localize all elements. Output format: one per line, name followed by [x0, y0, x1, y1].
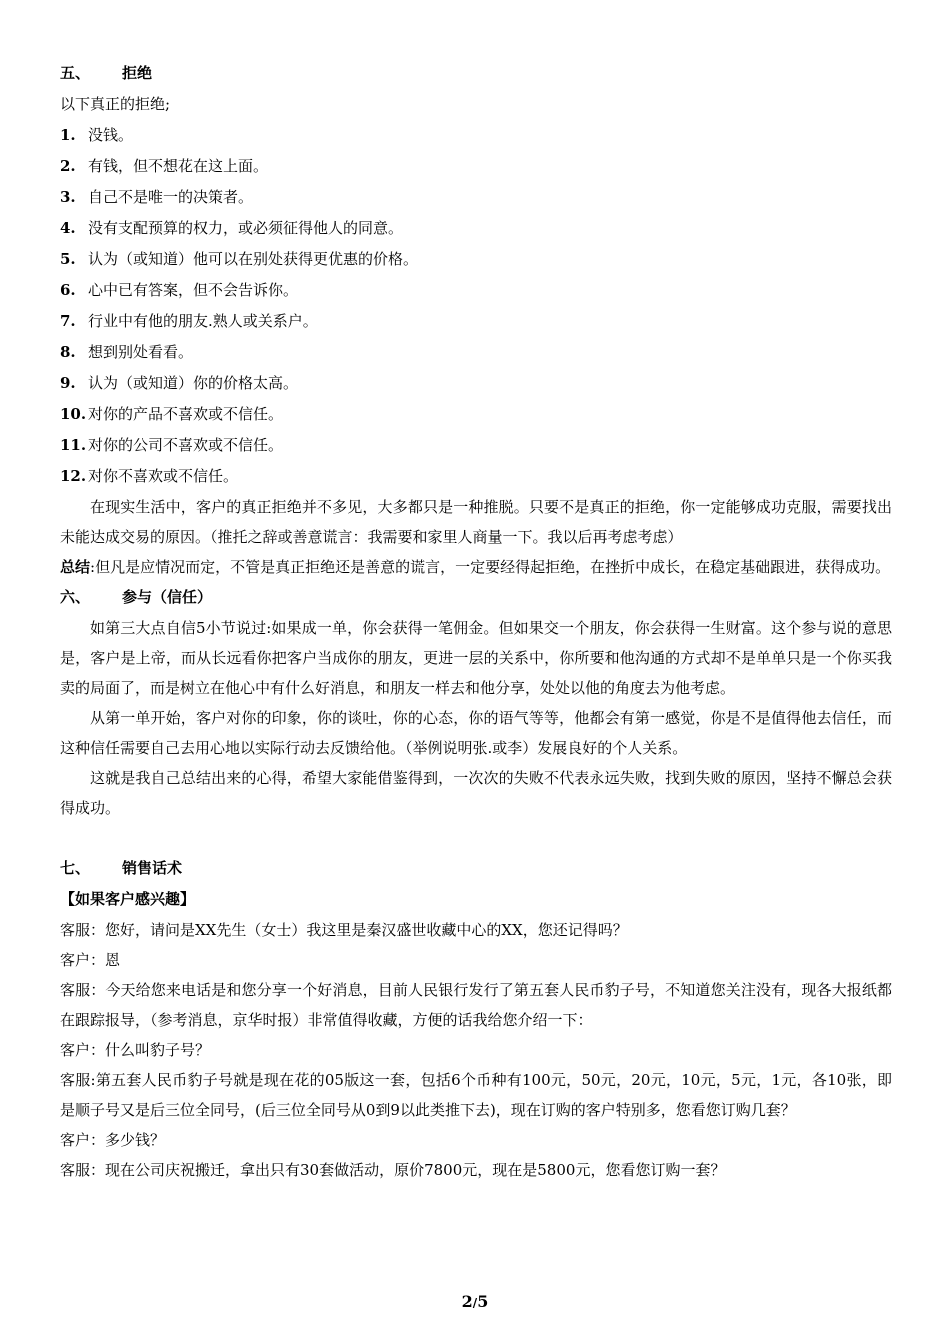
- list-item: [60, 182, 892, 213]
- paragraph: 如第三大点自信5小节说过:如果成一单，你会获得一笔佣金。但如果交一个朋友，你会获得一生财富。这个参与说的意思是，客户是上帝，而从长远看你把客户当成你的朋友，更进一层的关系中，你所要和他沟通的方式却不是单单只是一个你买我卖的局面了，而是树立在他心中有什么好消息，和朋友一样去和他分享，处处以他的角度去为他考虑。: [60, 619, 892, 697]
- list-text: 认为（或知道）你的价格太高。: [88, 374, 299, 392]
- current-page: 2: [461, 1292, 473, 1311]
- list-text: 没钱。: [88, 126, 134, 144]
- section-number: 七、: [60, 859, 91, 877]
- paragraph: 从第一单开始，客户对你的印象，你的谈吐，你的心态，你的语气等等，他都会有第一感觉，你是不是值得他去信任，而这种信任需要自己去用心地以实际行动去反馈给他。（举例说明张.或李）发展良好的个人关系。: [60, 709, 892, 757]
- list-number: 9.: [60, 374, 76, 392]
- list-item: [60, 337, 892, 368]
- paragraph: 这就是我自己总结出来的心得，希望大家能借鉴得到，一次次的失败不代表永远失败，找到失败的原因，坚持不懈总会获得成功。: [60, 769, 892, 817]
- summary-paragraph: [60, 552, 892, 582]
- dialog-line: 客服：您好，请问是XX先生（女士）我这里是秦汉盛世收藏中心的XX，您还记得吗？: [60, 921, 628, 939]
- list-item: [60, 120, 892, 151]
- list-item: [60, 368, 892, 399]
- section-number: 六、: [60, 588, 91, 606]
- summary-label: 总结: [60, 558, 91, 576]
- section-7-subtitle: 【如果客户感兴趣】: [60, 890, 196, 908]
- list-text: 对你的产品不喜欢或不信任。: [88, 405, 284, 423]
- spacer: [60, 823, 892, 853]
- list-number: 10.: [60, 405, 87, 423]
- list-item: [60, 430, 892, 461]
- list-text: 心中已有答案，但不会告诉你。: [88, 281, 299, 299]
- page-separator: /: [472, 1296, 478, 1310]
- list-item: [60, 213, 892, 244]
- total-pages: 5: [477, 1292, 489, 1311]
- list-number: 5.: [60, 250, 76, 268]
- list-item: [60, 461, 892, 492]
- list-text: 对你的公司不喜欢或不信任。: [88, 436, 284, 454]
- dialog-line: 客户：恩: [60, 951, 121, 969]
- dialog-line: 客户：多少钱？: [60, 1131, 166, 1149]
- dialog-line: 客服:第五套人民币豹子号就是现在花的05版这一套，包括6个币种有100元，50元，20元，10元，5元，1元，各10张，即是顺子号又是后三位全同号，(后三位全同号从0到9以此类推下去)，现在订购的客户特别多，您看您订购几套？: [60, 1071, 892, 1119]
- section-7-heading: [60, 853, 892, 884]
- list-number: 6.: [60, 281, 76, 299]
- section-title: 销售话术: [122, 859, 183, 877]
- section-title: 拒绝: [122, 64, 153, 82]
- section-5-intro: 以下真正的拒绝;: [60, 95, 171, 113]
- list-number: 7.: [60, 312, 76, 330]
- list-text: 行业中有他的朋友.熟人或关系户。: [88, 312, 318, 330]
- section-title: 参与（信任）: [122, 588, 213, 606]
- list-item: [60, 275, 892, 306]
- list-number: 1.: [60, 126, 76, 144]
- paragraph: 在现实生活中，客户的真正拒绝并不多见，大多都只是一种推脱。只要不是真正的拒绝，你一定能够成功克服，需要找出未能达成交易的原因。（推托之辞或善意谎言：我需要和家里人商量一下。我以后再考虑考虑）: [60, 498, 892, 546]
- section-number: 五、: [60, 64, 91, 82]
- dialog-line: 客服：今天给您来电话是和您分享一个好消息，目前人民银行发行了第五套人民币豹子号，不知道您关注没有，现各大报纸都在跟踪报导，（参考消息，京华时报）非常值得收藏，方便的话我给您介绍一下：: [60, 981, 892, 1029]
- list-number: 12.: [60, 467, 87, 485]
- dialog-line: 客户：什么叫豹子号？: [60, 1041, 211, 1059]
- list-number: 8.: [60, 343, 76, 361]
- list-number: 11.: [60, 436, 87, 454]
- list-number: 3.: [60, 188, 76, 206]
- list-item: [60, 244, 892, 275]
- list-text: 没有支配预算的权力，或必须征得他人的同意。: [88, 219, 404, 237]
- list-text: 有钱，但不想花在这上面。: [88, 157, 269, 175]
- list-text: 自己不是唯一的决策者。: [88, 188, 254, 206]
- section-5-heading: [60, 58, 892, 89]
- list-text: 认为（或知道）他可以在别处获得更优惠的价格。: [88, 250, 419, 268]
- list-text: 对你不喜欢或不信任。: [88, 467, 239, 485]
- summary-text: :但凡是应情况而定，不管是真正拒绝还是善意的谎言，一定要经得起拒绝，在挫折中成长，在稳定基础跟进，获得成功。: [90, 558, 891, 576]
- page-number: [0, 1292, 950, 1311]
- dialog-line: 客服：现在公司庆祝搬迁，拿出只有30套做活动，原价7800元，现在是5800元，您看您订购一套？: [60, 1161, 726, 1179]
- list-item: [60, 151, 892, 182]
- list-item: [60, 306, 892, 337]
- list-text: 想到别处看看。: [88, 343, 194, 361]
- list-number: 4.: [60, 219, 76, 237]
- list-number: 2.: [60, 157, 76, 175]
- document-page: [60, 58, 892, 1185]
- list-item: [60, 399, 892, 430]
- section-6-heading: [60, 582, 892, 613]
